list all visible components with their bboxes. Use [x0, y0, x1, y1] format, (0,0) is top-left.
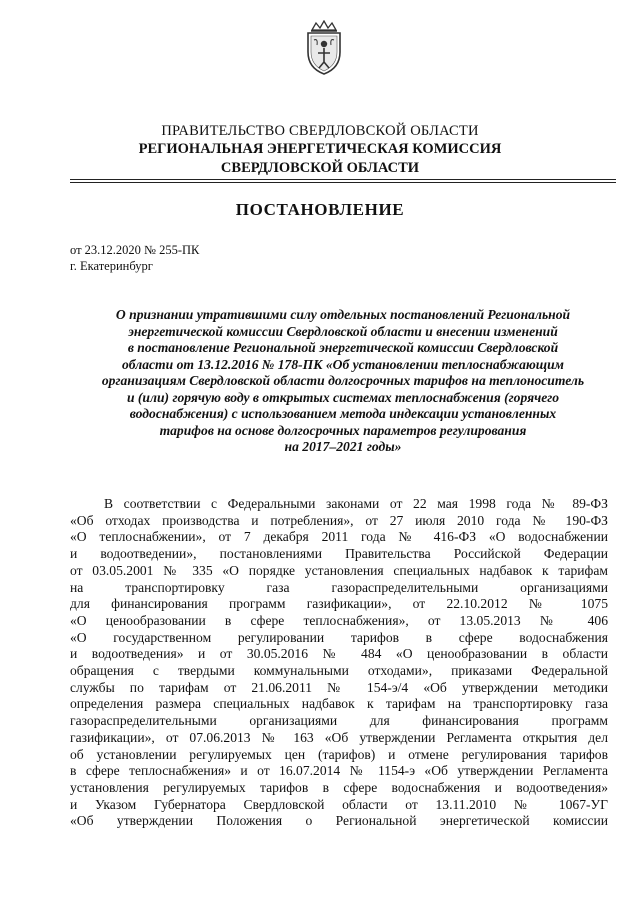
body-line: установления регулируемых тарифов в сфере водоснабжения и водоотведения»: [70, 779, 608, 795]
body-line: определения размера специальных надбавок к тарифам на транспортировку газа: [70, 696, 608, 712]
body-line: газификации», от 07.06.2013 № 163 «Об утверждении Регламента открытия дел: [70, 729, 608, 745]
header-divider-thin: [70, 182, 616, 183]
body-line: «О ценообразовании в сфере теплоснабжения», от 13.05.2013 № 406: [70, 612, 608, 628]
government-name: ПРАВИТЕЛЬСТВО СВЕРДЛОВСКОЙ ОБЛАСТИ: [161, 123, 479, 139]
header-divider: [70, 179, 616, 180]
document-date-number: от 23.12.2020 № 255-ПК: [70, 243, 200, 257]
title-line: на 2017–2021 годы»: [284, 439, 402, 454]
coat-of-arms-icon: [302, 20, 346, 76]
body-line: от 03.05.2001 № 335 «О порядке установления специальных надбавок к тарифам: [70, 562, 608, 578]
body-line: «О теплоснабжении», от 7 декабря 2011 года № 416-ФЗ «О водоснабжении: [70, 529, 608, 545]
document-city: г. Екатеринбург: [70, 259, 153, 273]
body-line: и Указом Губернатора Свердловской области от 13.11.2010 № 1067-УГ: [70, 796, 608, 812]
title-line: тарифов на основе долгосрочных параметров регулирования: [159, 422, 527, 438]
body-line: и водоотведении», постановлениями Правительства Российской Федерации: [70, 546, 608, 562]
body-line: в сфере теплоснабжения» и от 16.07.2014 № 1154-э «Об утверждении Регламента: [70, 763, 608, 779]
document-type-heading: ПОСТАНОВЛЕНИЕ: [235, 200, 405, 219]
body-line: «О государственном регулировании тарифов в сфере водоснабжения: [70, 629, 608, 645]
body-line: «Об утверждении Положения о Региональной энергетической комиссии: [70, 813, 608, 829]
title-line: в постановление Региональной энергетической комиссии Свердловской: [127, 340, 559, 355]
body-line: на транспортировку газа газораспределительными организациями: [70, 579, 608, 595]
body-line: «Об отходах производства и потребления», от 27 июля 2010 года № 190-ФЗ: [70, 512, 608, 528]
title-line: области от 13.12.2016 № 178-ПК «Об установлении теплоснабжающим: [121, 356, 564, 372]
body-line: для финансирования программ газификации», от 22.10.2012 № 1075: [70, 596, 608, 612]
body-line: обращения с твердыми коммунальными отходами», приказами Федеральной: [70, 663, 608, 679]
body-line: службы по тарифам от 21.06.2011 № 154-э/4 «Об утверждении методики: [70, 679, 608, 695]
body-line: об установлении регулируемых цен (тарифов) и отмене регулирования тарифов: [70, 746, 608, 762]
resolution-title: [70, 307, 616, 456]
title-line: О признании утратившими силу отдельных постановлений Региональной: [115, 307, 571, 322]
title-line: организациям Свердловской области долгосрочных тарифов на теплоноситель: [101, 373, 585, 388]
resolution-body-paragraph: [70, 496, 608, 830]
title-line: водоснабжения) с использованием метода индексации установленных: [129, 406, 557, 421]
commission-name-line1: РЕГИОНАЛЬНАЯ ЭНЕРГЕТИЧЕСКАЯ КОМИССИЯ: [138, 141, 502, 157]
commission-name-line2: СВЕРДЛОВСКОЙ ОБЛАСТИ: [220, 160, 420, 176]
body-line: и водоотведения» и от 30.05.2016 № 484 «О ценообразовании в области: [70, 646, 608, 662]
title-line: энергетической комиссии Свердловской области и внесении изменений: [128, 323, 558, 339]
title-line: и (или) горячую воду в открытых системах теплоснабжения (горячего: [126, 389, 560, 405]
body-line: газораспределительными организациями для финансирования программ: [70, 713, 608, 729]
body-line: В соответствии с Федеральными законами от 22 мая 1998 года № 89-ФЗ: [104, 496, 608, 511]
